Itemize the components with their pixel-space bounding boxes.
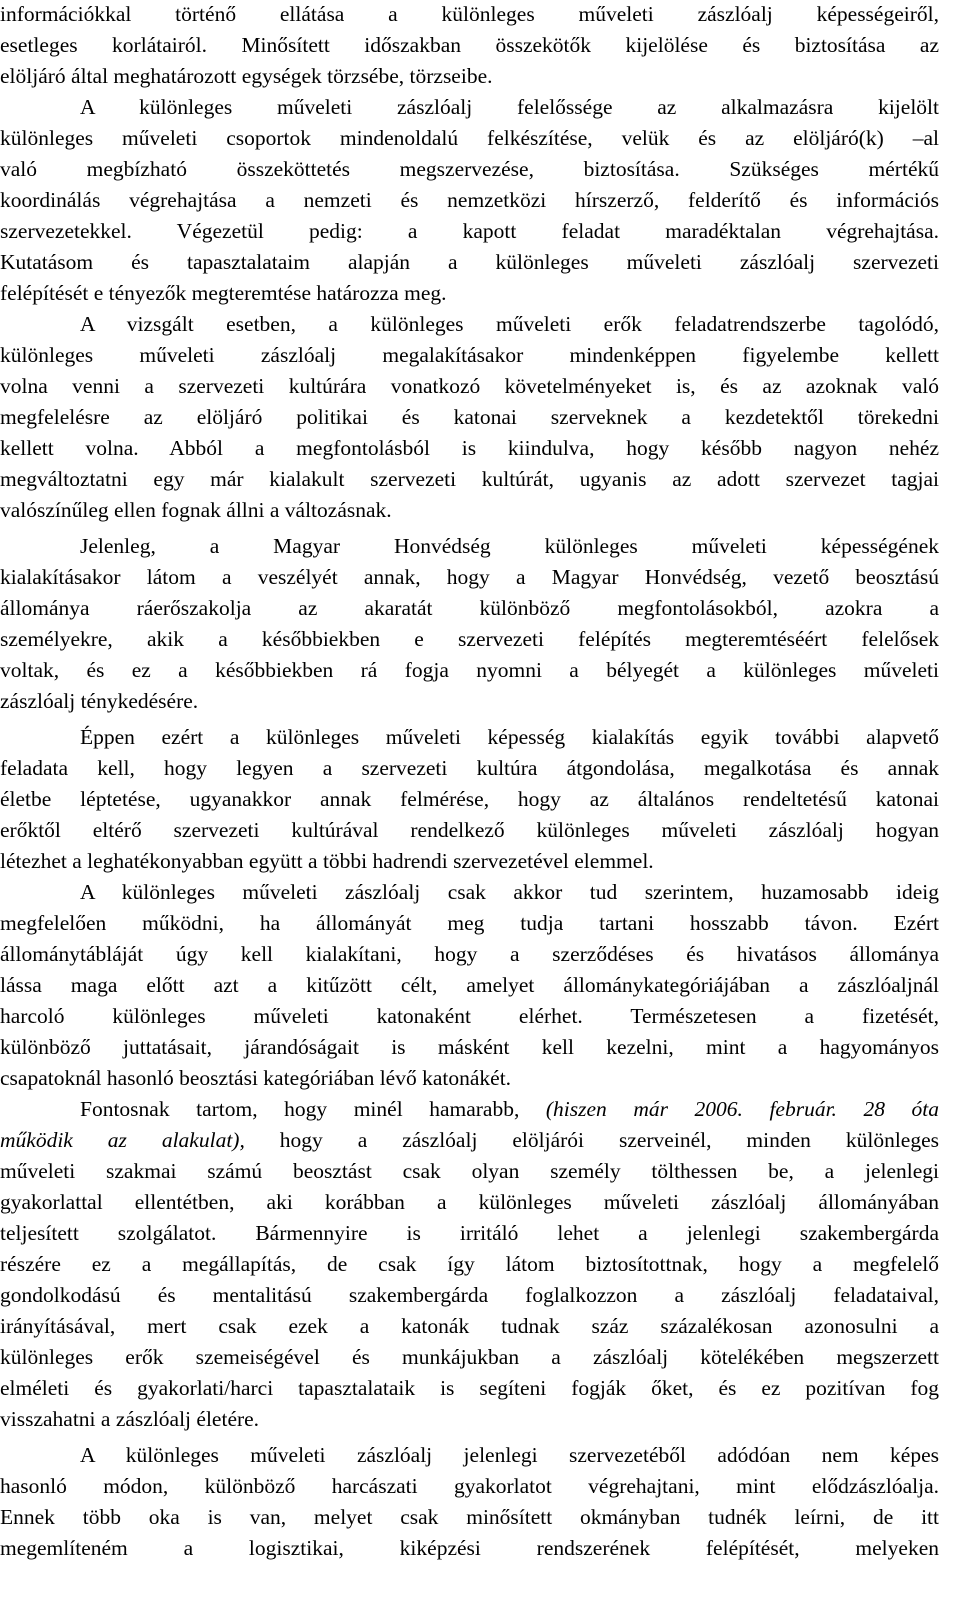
text-line: zászlóalj ténykedésére. [0, 689, 199, 713]
text-line: műveleti szakmai számú beosztást csak olyan személy tölthessen be, a jelenlegi [0, 1159, 939, 1183]
text-line: lássa maga előtt azt a kitűzött célt, amelyet állománykategóriájában a zászlóaljnál [0, 973, 939, 997]
text-line: életbe léptetése, ugyanakkor annak felmérése, hogy az általános rendeltetésű katonai [0, 787, 939, 811]
text-line: kellett volna. Abból a megfontolásból is kiindulva, hogy később nagyon nehéz [0, 436, 939, 460]
text-line: feladata kell, hogy legyen a szervezeti kultúra átgondolása, megalkotása és annak [0, 756, 939, 780]
text-line: különleges műveleti csoportok mindenoldalú felkészítése, velük és az elöljáró(k) –al [0, 126, 939, 150]
text-line: különböző juttatásait, járandóságait is másként kell kezelni, mint a hagyományos [0, 1035, 939, 1059]
text-line: irányításával, mert csak ezek a katonák tudnak száz százalékosan azonosulni a [0, 1314, 939, 1338]
text-line: felépítését e tényezők megteremtése határozza meg. [0, 281, 447, 305]
text-line: létezhet a leghatékonyabban együtt a többi hadrendi szervezetével elemmel. [0, 849, 654, 873]
text-line: Éppen ezért a különleges műveleti képesség kialakítás egyik további alapvető [80, 725, 939, 749]
text-line: Kutatásom és tapasztalataim alapján a különleges műveleti zászlóalj szervezeti [0, 250, 939, 274]
text-line: különleges műveleti zászlóalj megalakításakor mindenképpen figyelembe kellett [0, 343, 939, 367]
text-line: Jelenleg, a Magyar Honvédség különleges műveleti képességének [80, 534, 939, 558]
text-line: megfelelően működni, ha állományát meg tudja tartani hosszabb távon. Ezért [0, 911, 939, 935]
text-line: megemlíteném a logisztikai, kiképzési rendszerének felépítését, melyeken [0, 1536, 939, 1560]
text-line: különleges erők szemeiségével és munkájukban a zászlóalj kötelékében megszerzett [0, 1345, 939, 1369]
text-line: A különleges műveleti zászlóalj felelőssége az alkalmazásra kijelölt [80, 95, 939, 119]
text-line: információkkal történő ellátása a különleges műveleti zászlóalj képességeiről, [0, 2, 939, 26]
text-line-mixed [80, 1095, 939, 1124]
text-line: csapatoknál hasonló beosztási kategóriában lévő katonákét. [0, 1066, 512, 1090]
text-line-mixed [0, 1126, 939, 1155]
text-line: volna venni a szervezeti kultúrára vonatkozó követelményeket is, és az azoknak való [0, 374, 939, 398]
text-line: kialakításakor látom a veszélyét annak, hogy a Magyar Honvédség, vezető beosztású [0, 565, 939, 589]
text-line: esetleges korlátairól. Minősített időszakban összekötők kijelölése és biztosítása az [0, 33, 939, 57]
text-line: gyakorlattal ellentétben, aki korábban a különleges műveleti zászlóalj állományában [0, 1190, 939, 1214]
text-line: erőktől eltérő szervezeti kultúrával rendelkező különleges műveleti zászlóalj hogyan [0, 818, 939, 842]
text-line: A vizsgált esetben, a különleges műveleti erők feladatrendszerbe tagolódó, [80, 312, 939, 336]
text-run: Fontosnak tartom, hogy minél hamarabb, [80, 1097, 546, 1121]
text-line: megváltoztatni egy már kialakult szervezeti kultúrát, ugyanis az adott szervezet tagjai [0, 467, 939, 491]
text-line: részére ez a megállapítás, de csak így látom biztosítottnak, hogy a megfelelő [0, 1252, 939, 1276]
italic-run: (hiszen már 2006. február. 28 óta [545, 1097, 939, 1121]
text-line: harcoló különleges műveleti katonaként elérhet. Természetesen a fizetését, [0, 1004, 939, 1028]
text-line: voltak, és ez a későbbiekben rá fogja nyomni a bélyegét a különleges műveleti [0, 658, 939, 682]
text-line: A különleges műveleti zászlóalj csak akkor tud szerintem, huzamosabb ideig [80, 880, 939, 904]
text-line: teljesített szolgálatot. Bármennyire is irritáló lehet a jelenlegi szakembergárda [0, 1221, 939, 1245]
italic-run: működik az alakulat), [0, 1128, 245, 1152]
text-line: A különleges műveleti zászlóalj jelenlegi szervezetéből adódóan nem képes [80, 1443, 939, 1467]
text-line: állománytábláját úgy kell kialakítani, hogy a szerződéses és hivatásos állománya [0, 942, 939, 966]
text-line: gondolkodású és mentalitású szakembergárda foglalkozzon a zászlóalj feladataival, [0, 1283, 939, 1307]
text-line: megfelelésre az elöljáró politikai és katonai szerveknek a kezdetektől törekedni [0, 405, 939, 429]
text-line: Ennek több oka is van, melyet csak minősített okmányban tudnék leírni, de itt [0, 1505, 939, 1529]
text-line: való megbízható összeköttetés megszervezése, biztosítása. Szükséges mértékű [0, 157, 939, 181]
text-line: visszahatni a zászlóalj életére. [0, 1407, 260, 1431]
text-line: elöljáró által meghatározott egységek törzsébe, törzseibe. [0, 64, 493, 88]
text-run: hogy a zászlóalj elöljárói szerveinél, minden különleges [244, 1128, 939, 1152]
text-line: valószínűleg ellen fognak állni a változásnak. [0, 498, 392, 522]
text-line: elméleti és gyakorlati/harci tapasztalataik is segíteni fogják őket, és ez pozitívan fog [0, 1376, 939, 1400]
text-line: személyekre, akik a későbbiekben e szervezeti felépítés megteremtéséért felelősek [0, 627, 939, 651]
text-line: hasonló módon, különböző harcászati gyakorlatot végrehajtani, mint elődzászlóalja. [0, 1474, 939, 1498]
text-line: koordinálás végrehajtása a nemzeti és nemzetközi hírszerző, felderítő és információs [0, 188, 939, 212]
text-line: állománya ráerőszakolja az akaratát különböző megfontolásokból, azokra a [0, 596, 939, 620]
text-line: szervezetekkel. Végezetül pedig: a kapott feladat maradéktalan végrehajtása. [0, 219, 939, 243]
